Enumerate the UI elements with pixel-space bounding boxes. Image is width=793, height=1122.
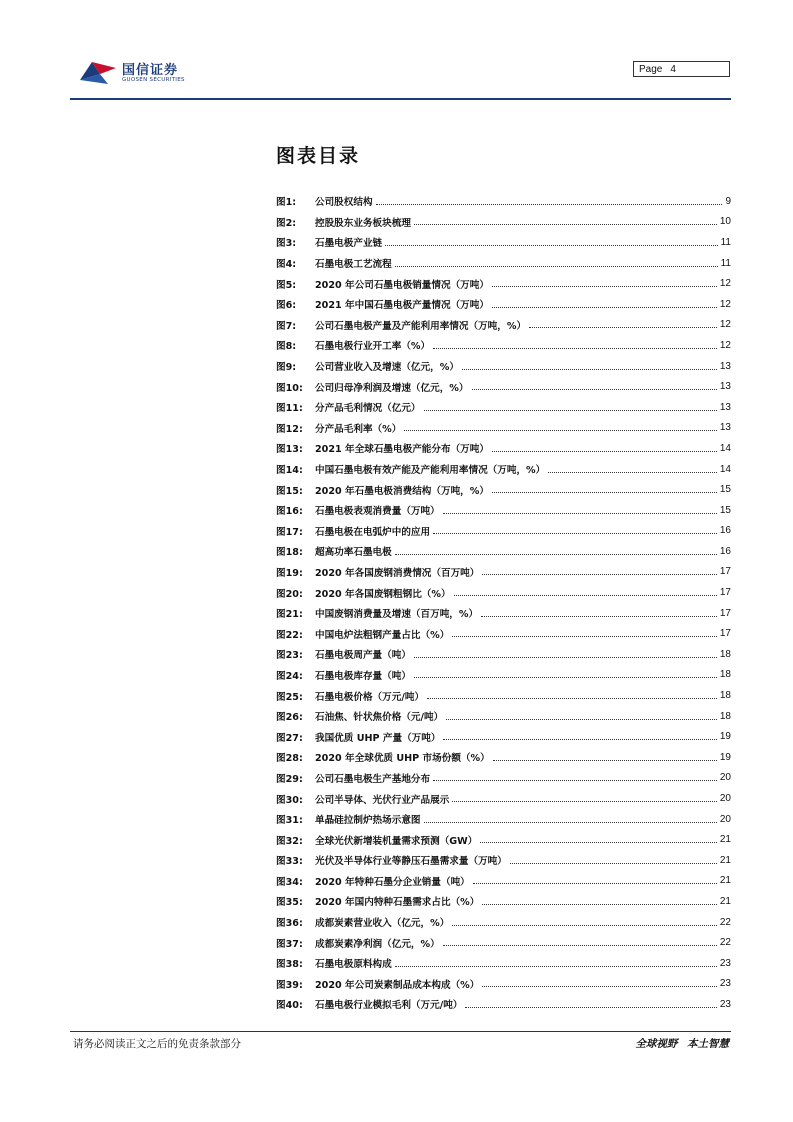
toc-entry-label: 石墨电极在电弧炉中的应用 [315, 526, 431, 538]
toc-entry-label: 分产品毛利情况（亿元） [315, 403, 421, 415]
page-label: Page [639, 64, 663, 75]
toc-leader-dots [414, 677, 717, 678]
toc-leader-dots [424, 822, 717, 823]
toc-entry-number: 图4: [276, 259, 297, 271]
toc-leader-dots [414, 657, 717, 658]
toc-entry-number: 图15: [276, 485, 303, 497]
toc-entry-page: 19 [719, 751, 731, 763]
toc-entry-page: 17 [719, 566, 731, 578]
toc-entry-number: 图8: [276, 341, 297, 353]
toc-entry-page: 22 [719, 937, 731, 949]
toc-entry[interactable] [276, 232, 731, 253]
toc-entry-page: 20 [719, 813, 731, 825]
toc-entry-page: 17 [719, 587, 731, 599]
toc-entry-page: 13 [719, 381, 731, 393]
toc-leader-dots [414, 224, 717, 225]
toc-entry-page: 18 [719, 690, 731, 702]
toc-entry-page: 17 [719, 607, 731, 619]
toc-leader-dots [493, 760, 717, 761]
toc-entry-label: 石墨电极表观消费量（万吨） [315, 506, 440, 518]
toc-leader-dots [443, 739, 716, 740]
toc-entry-number: 图2: [276, 217, 297, 229]
toc-leader-dots [492, 451, 717, 452]
toc-entry-page: 12 [719, 339, 731, 351]
page-number: 4 [670, 64, 676, 75]
toc-entry-number: 图20: [276, 588, 303, 600]
toc-leader-dots [443, 513, 717, 514]
toc-entry-label: 全球光伏新增装机量需求预测（GW） [315, 835, 478, 847]
toc-entry-page: 11 [720, 236, 731, 248]
toc-entry-label: 2020 年各国废钢粗钢比（%） [315, 588, 451, 600]
header-divider [70, 98, 731, 100]
toc-entry-number: 图33: [276, 856, 303, 868]
toc-entry-number: 图10: [276, 382, 303, 394]
toc-entry-number: 图24: [276, 670, 303, 682]
toc-entry-label: 2020 年国内特种石墨需求占比（%） [315, 897, 480, 909]
logo-mark-icon [78, 58, 118, 86]
toc-entry-number: 图25: [276, 691, 303, 703]
toc-entry[interactable] [276, 397, 731, 418]
toc-entry[interactable] [276, 953, 731, 974]
toc-entry-number: 图22: [276, 629, 303, 641]
toc-entry[interactable] [276, 994, 731, 1015]
toc-entry-label: 成都炭素营业收入（亿元，%） [315, 918, 450, 930]
toc-entry-page: 12 [719, 278, 731, 290]
toc-entry[interactable] [276, 500, 731, 521]
toc-entry[interactable] [276, 788, 731, 809]
toc-entry-label: 公司归母净利润及增速（亿元，%） [315, 382, 469, 394]
toc-leader-dots [482, 986, 717, 987]
company-logo [78, 58, 208, 88]
toc-entry-label: 控股股东业务板块梳理 [315, 217, 411, 229]
toc-entry-number: 图35: [276, 897, 303, 909]
toc-entry-page: 16 [719, 545, 731, 557]
toc-entry-label: 公司石墨电极生产基地分布 [315, 773, 431, 785]
toc-entry-page: 21 [719, 854, 731, 866]
toc-entry-label: 石墨电极产业链 [315, 238, 383, 250]
toc-entry-page: 13 [719, 360, 731, 372]
toc-leader-dots [395, 554, 717, 555]
toc-leader-dots [492, 492, 717, 493]
toc-entry-label: 石墨电极原料构成 [315, 959, 392, 971]
toc-entry-number: 图32: [276, 835, 303, 847]
toc-entry-number: 图7: [276, 320, 297, 332]
toc-entry-label: 2020 年各国废钢消费情况（百万吨） [315, 567, 480, 579]
toc-entry-label: 石墨电极行业开工率（%） [315, 341, 431, 353]
toc-entry[interactable] [276, 726, 731, 747]
toc-entry[interactable] [276, 932, 731, 953]
toc-entry[interactable] [276, 809, 731, 830]
toc-leader-dots [452, 801, 717, 802]
toc-entry-number: 图19: [276, 567, 303, 579]
toc-leader-dots [481, 616, 717, 617]
toc-entry-number: 图29: [276, 773, 303, 785]
toc-entry-number: 图38: [276, 959, 303, 971]
toc-leader-dots [395, 966, 717, 967]
toc-entry-page: 9 [725, 195, 731, 207]
toc-entry[interactable] [276, 294, 731, 315]
toc-entry-number: 图12: [276, 423, 303, 435]
toc-entry-label: 2020 年全球优质 UHP 市场份额（%） [315, 753, 490, 765]
toc-entry-number: 图9: [276, 362, 297, 374]
toc-entry-page: 11 [720, 257, 731, 269]
footer-slogan: 全球视野 本土智慧 [635, 1038, 729, 1050]
toc-entry-label: 公司营业收入及增速（亿元，%） [315, 362, 459, 374]
toc-entry[interactable] [276, 459, 731, 480]
footer-disclaimer: 请务必阅读正文之后的免责条款部分 [73, 1038, 241, 1050]
toc-entry-label: 石墨电极行业模拟毛利（万元/吨） [315, 1000, 463, 1012]
toc-entry-page: 18 [719, 710, 731, 722]
toc-entry-label: 石油焦、针状焦价格（元/吨） [315, 712, 444, 724]
toc-entry-number: 图31: [276, 815, 303, 827]
toc-entry[interactable] [276, 418, 731, 439]
toc-entry-number: 图27: [276, 732, 303, 744]
toc-entry[interactable] [276, 562, 731, 583]
toc-entry-page: 18 [719, 669, 731, 681]
toc-entry-label: 我国优质 UHP 产量（万吨） [315, 732, 441, 744]
footer-divider [70, 1031, 731, 1032]
toc-entry-label: 公司股权结构 [315, 197, 373, 209]
toc-entry-page: 22 [719, 916, 731, 928]
toc-entry[interactable] [276, 438, 731, 459]
toc-entry-page: 20 [719, 793, 731, 805]
toc-entry-number: 图6: [276, 300, 297, 312]
toc-entry-label: 中国石墨电极有效产能及产能利用率情况（万吨，%） [315, 465, 546, 477]
toc-entry-label: 2021 年全球石墨电极产能分布（万吨） [315, 444, 489, 456]
toc-leader-dots [480, 842, 717, 843]
toc-entry[interactable] [276, 315, 731, 336]
toc-leader-dots [452, 636, 717, 637]
toc-entry-page: 20 [719, 772, 731, 784]
toc-entry[interactable] [276, 479, 731, 500]
toc-entry-page: 10 [719, 216, 731, 228]
toc-entry[interactable] [276, 891, 731, 912]
toc-entry-number: 图34: [276, 876, 303, 888]
toc-leader-dots [473, 883, 717, 884]
toc-entry[interactable] [276, 376, 731, 397]
toc-entry-number: 图37: [276, 938, 303, 950]
page-indicator [633, 61, 730, 77]
toc-entry[interactable] [276, 850, 731, 871]
toc-entry-label: 2020 年石墨电极消费结构（万吨，%） [315, 485, 489, 497]
toc-entry-page: 15 [719, 504, 731, 516]
toc-leader-dots [424, 410, 717, 411]
logo-cn-text: 国信证券 [122, 63, 179, 78]
toc-entry-page: 17 [719, 628, 731, 640]
toc-leader-dots [462, 369, 717, 370]
toc-leader-dots [472, 389, 717, 390]
toc-entry-page: 12 [719, 319, 731, 331]
toc-entry-number: 图17: [276, 526, 303, 538]
toc-entry-label: 2020 年公司炭素制品成本构成（%） [315, 979, 480, 991]
toc-entry[interactable] [276, 541, 731, 562]
toc-entry-page: 14 [719, 463, 731, 475]
toc-entry-label: 成都炭素净利润（亿元，%） [315, 938, 440, 950]
toc-entry-page: 15 [719, 484, 731, 496]
toc-entry[interactable] [276, 706, 731, 727]
toc-entry-page: 19 [719, 731, 731, 743]
toc-leader-dots [482, 904, 717, 905]
toc-entry[interactable] [276, 829, 731, 850]
toc-entry-label: 中国废钢消费量及增速（百万吨，%） [315, 609, 479, 621]
toc-entry-label: 超高功率石墨电极 [315, 547, 392, 559]
toc-entry[interactable] [276, 273, 731, 294]
toc-entry-number: 图1: [276, 197, 297, 209]
toc-entry-page: 21 [719, 875, 731, 887]
toc-leader-dots [492, 307, 717, 308]
toc-entry[interactable] [276, 623, 731, 644]
toc-entry-label: 2020 年特种石墨分企业销量（吨） [315, 876, 470, 888]
toc-entry[interactable] [276, 521, 731, 542]
toc-entry-label: 公司半导体、光伏行业产品展示 [315, 794, 450, 806]
toc-entry-label: 中国电炉法粗钢产量占比（%） [315, 629, 450, 641]
toc-entry-label: 石墨电极周产量（吨） [315, 650, 411, 662]
toc-entry-label: 2020 年公司石墨电极销量情况（万吨） [315, 279, 489, 291]
toc-entry-page: 21 [719, 895, 731, 907]
toc-entry-page: 12 [719, 298, 731, 310]
toc-entry[interactable] [276, 974, 731, 995]
toc-entry[interactable] [276, 912, 731, 933]
toc-entry[interactable] [276, 644, 731, 665]
toc-leader-dots [510, 863, 717, 864]
toc-entry-number: 图13: [276, 444, 303, 456]
toc-entry-label: 2021 年中国石墨电极产量情况（万吨） [315, 300, 489, 312]
toc-leader-dots [433, 533, 717, 534]
toc-leader-dots [404, 430, 717, 431]
toc-entry-number: 图5: [276, 279, 297, 291]
toc-entry-page: 14 [719, 442, 731, 454]
toc-entry[interactable] [276, 685, 731, 706]
toc-entry[interactable] [276, 871, 731, 892]
toc-leader-dots [446, 719, 717, 720]
toc-entry-page: 23 [719, 998, 731, 1010]
toc-entry[interactable] [276, 356, 731, 377]
toc-entry-label: 单晶硅拉制炉热场示意图 [315, 815, 421, 827]
toc-entry-number: 图26: [276, 712, 303, 724]
toc-leader-dots [433, 780, 717, 781]
toc-leader-dots [376, 204, 723, 205]
toc-entry-page: 21 [719, 834, 731, 846]
toc-leader-dots [427, 698, 717, 699]
toc-entry-label: 分产品毛利率（%） [315, 423, 402, 435]
toc-entry-page: 23 [719, 957, 731, 969]
toc-entry-number: 图23: [276, 650, 303, 662]
toc-entry-number: 图30: [276, 794, 303, 806]
toc-entry[interactable] [276, 747, 731, 768]
toc-entry[interactable] [276, 768, 731, 789]
toc-entry-label: 光伏及半导体行业等静压石墨需求量（万吨） [315, 856, 507, 868]
toc-entry-label: 石墨电极库存量（吨） [315, 670, 411, 682]
toc-entry-number: 图16: [276, 506, 303, 518]
toc-entry[interactable] [276, 665, 731, 686]
toc-leader-dots [433, 348, 717, 349]
toc-entry-page: 16 [719, 525, 731, 537]
toc-entry-number: 图28: [276, 753, 303, 765]
toc-entry-label: 石墨电极工艺流程 [315, 259, 392, 271]
toc-entry-number: 图40: [276, 1000, 303, 1012]
toc-entry-number: 图18: [276, 547, 303, 559]
toc-entry-label: 公司石墨电极产量及产能利用率情况（万吨，%） [315, 320, 527, 332]
toc-entry-page: 18 [719, 648, 731, 660]
page-title: 图表目录 [276, 145, 361, 167]
toc-entry-page: 13 [719, 401, 731, 413]
toc-entry-number: 图11: [276, 403, 303, 415]
toc-entry-number: 图14: [276, 465, 303, 477]
toc-entry[interactable] [276, 212, 731, 233]
toc-entry-label: 石墨电极价格（万元/吨） [315, 691, 425, 703]
toc-entry[interactable] [276, 582, 731, 603]
toc-leader-dots [548, 472, 717, 473]
figure-toc [276, 191, 731, 1015]
logo-en-text: GUOSEN SECURITIES [122, 77, 185, 83]
toc-entry[interactable] [276, 335, 731, 356]
toc-entry-number: 图36: [276, 918, 303, 930]
toc-leader-dots [492, 286, 717, 287]
toc-leader-dots [454, 595, 717, 596]
toc-leader-dots [529, 327, 717, 328]
toc-leader-dots [395, 266, 718, 267]
toc-entry[interactable] [276, 603, 731, 624]
toc-entry-number: 图3: [276, 238, 297, 250]
toc-leader-dots [443, 945, 717, 946]
toc-entry-number: 图39: [276, 979, 303, 991]
toc-entry[interactable] [276, 191, 731, 212]
toc-leader-dots [465, 1007, 716, 1008]
toc-entry-page: 13 [719, 422, 731, 434]
toc-entry-page: 23 [719, 978, 731, 990]
toc-leader-dots [385, 245, 717, 246]
toc-entry[interactable] [276, 253, 731, 274]
toc-leader-dots [482, 574, 717, 575]
toc-entry-number: 图21: [276, 609, 303, 621]
toc-leader-dots [452, 925, 717, 926]
